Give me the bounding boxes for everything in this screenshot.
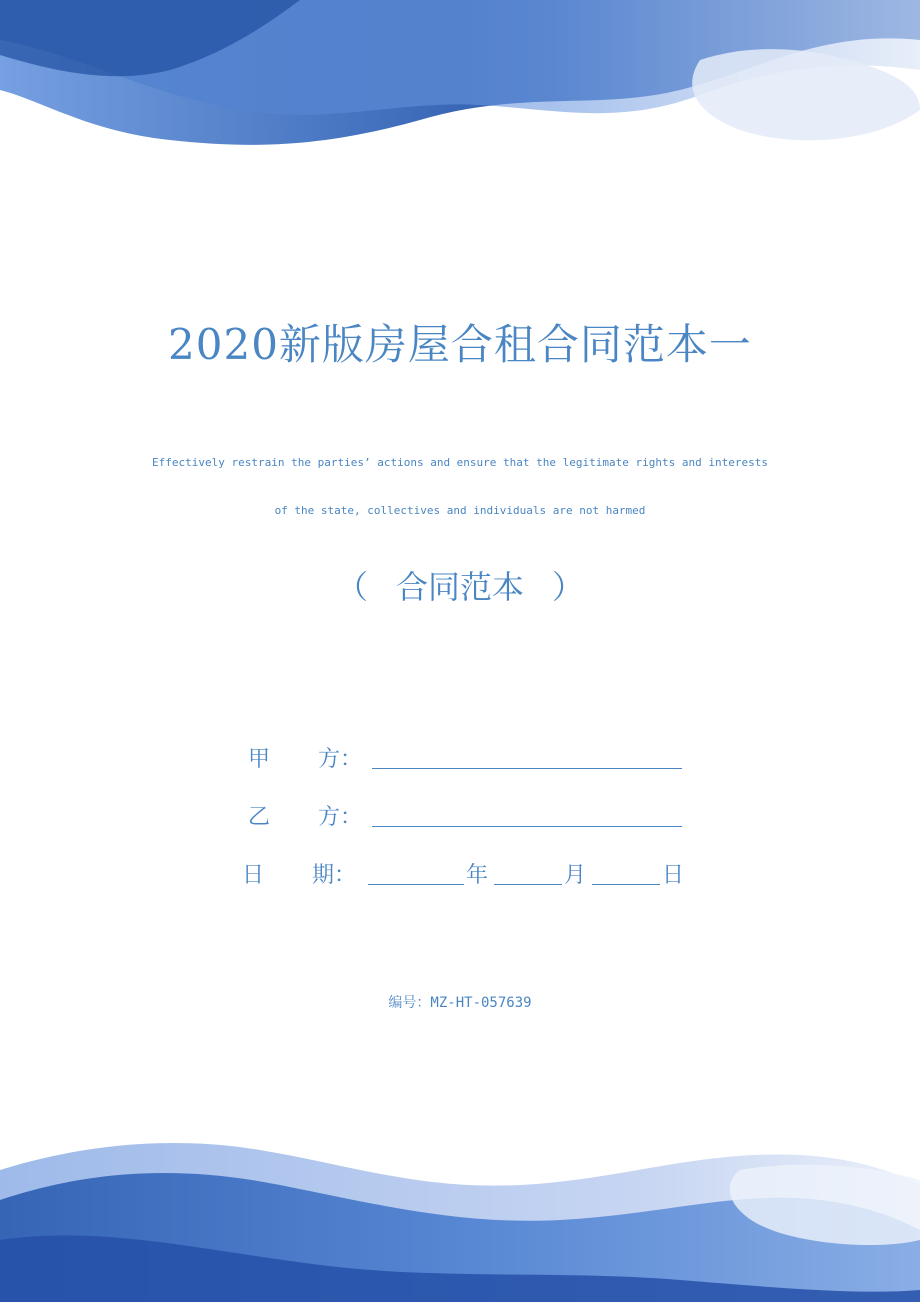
document-type-text: 合同范本 <box>395 568 524 606</box>
day-input-line[interactable] <box>592 884 660 885</box>
month-label: 月 <box>564 863 587 888</box>
year-input-line[interactable] <box>368 884 464 885</box>
party-a-field <box>0 742 920 772</box>
code-label: 编号： <box>388 995 431 1011</box>
document-title: 2020新版房屋合租合同范本一 <box>168 320 752 369</box>
date-label-char2: 期： <box>312 863 357 888</box>
day-label: 日 <box>662 863 685 888</box>
top-wave-decoration <box>0 0 920 160</box>
open-parenthesis: （ <box>335 568 368 606</box>
party-b-label-char2: 方： <box>318 805 363 830</box>
subtitle-line-1: Effectively restrain the parties’ actions and ensure that the legitimate rights and interests <box>152 456 768 469</box>
month-input-line[interactable] <box>494 884 562 885</box>
party-b-label-char1: 乙 <box>248 805 271 830</box>
party-b-input-line[interactable] <box>372 826 682 827</box>
code-value: MZ-HT-057639 <box>430 995 532 1011</box>
year-label: 年 <box>466 863 489 888</box>
party-a-label-char2: 方： <box>318 747 363 772</box>
date-label-char1: 日 <box>242 863 265 888</box>
party-a-label-char1: 甲 <box>248 747 271 772</box>
party-b-field <box>0 800 920 830</box>
document-code <box>0 992 920 1012</box>
close-parenthesis: ） <box>552 568 585 606</box>
bottom-wave-decoration <box>0 1130 920 1302</box>
document-type <box>0 562 920 608</box>
subtitle-line-2: of the state, collectives and individuals are not harmed <box>274 504 646 517</box>
party-a-input-line[interactable] <box>372 768 682 769</box>
date-field <box>0 858 920 888</box>
